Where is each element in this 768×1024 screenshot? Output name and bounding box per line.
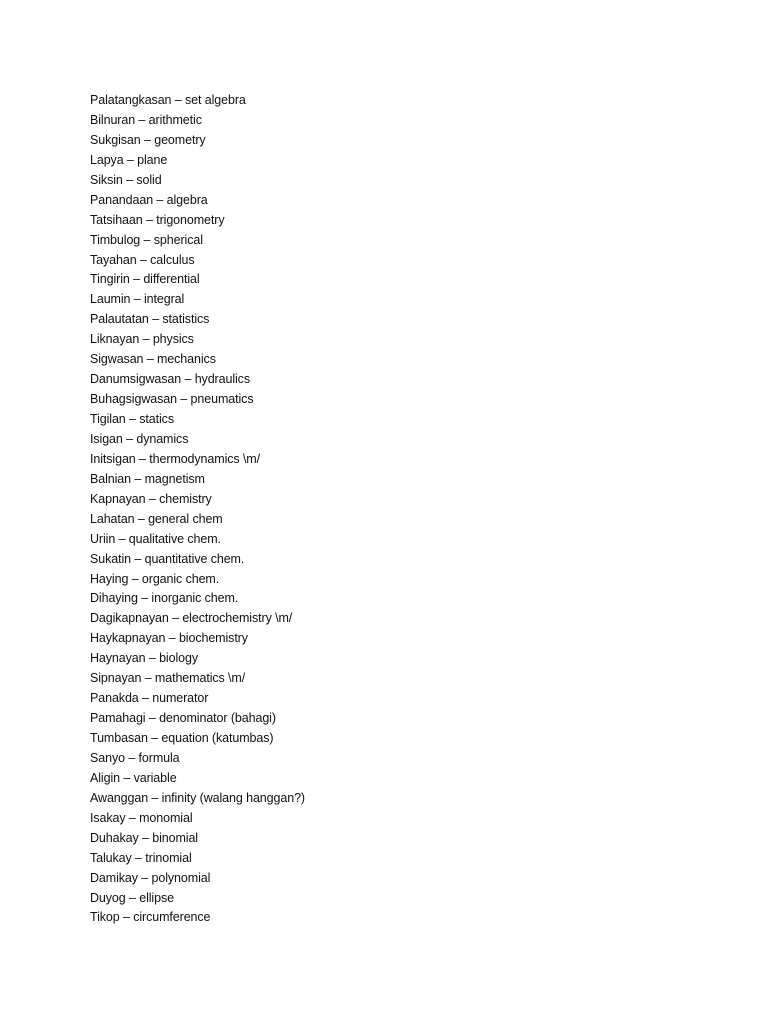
term-line: Timbulog – spherical bbox=[90, 232, 203, 247]
term-line: Kapnayan – chemistry bbox=[90, 491, 212, 506]
term-line: Laumin – integral bbox=[90, 292, 185, 307]
term-line: Danumsigwasan – hydraulics bbox=[90, 372, 250, 387]
term-line: Tayahan – calculus bbox=[90, 252, 195, 267]
term-line: Dagikapnayan – electrochemistry \m/ bbox=[90, 611, 293, 626]
term-line: Siksin – solid bbox=[90, 172, 162, 187]
term-line: Initsigan – thermodynamics \m/ bbox=[90, 451, 260, 466]
term-line: Balnian – magnetism bbox=[90, 471, 205, 486]
term-line: Isakay – monomial bbox=[90, 810, 193, 825]
term-line: Isigan – dynamics bbox=[90, 431, 189, 446]
term-line: Pamahagi – denominator (bahagi) bbox=[90, 711, 276, 726]
term-line: Haynayan – biology bbox=[90, 651, 198, 666]
term-line: Lapya – plane bbox=[90, 152, 168, 167]
term-line: Duyog – ellipse bbox=[90, 890, 174, 905]
term-line: Tumbasan – equation (katumbas) bbox=[90, 731, 274, 745]
term-line: Sipnayan – mathematics \m/ bbox=[90, 671, 246, 686]
term-line: Talukay – trinomial bbox=[90, 850, 192, 865]
term-line: Aligin – variable bbox=[90, 770, 177, 785]
term-line: Panakda – numerator bbox=[90, 691, 209, 706]
term-line: Palautatan – statistics bbox=[90, 312, 210, 327]
term-line: Duhakay – binomial bbox=[90, 830, 198, 845]
term-line: Tingirin – differential bbox=[90, 272, 200, 287]
term-line: Sukgisan – geometry bbox=[90, 132, 206, 147]
term-line: Sukatin – quantitative chem. bbox=[90, 551, 245, 566]
term-line: Dihaying – inorganic chem. bbox=[90, 591, 239, 606]
term-line: Uriin – qualitative chem. bbox=[90, 531, 221, 546]
term-line: Buhagsigwasan – pneumatics bbox=[90, 392, 254, 407]
term-line: Tikop – circumference bbox=[90, 910, 211, 925]
term-list bbox=[90, 91, 305, 928]
term-line: Palatangkasan – set algebra bbox=[90, 93, 246, 107]
term-line: Lahatan – general chem bbox=[90, 511, 223, 526]
term-line: Liknayan – physics bbox=[90, 332, 194, 347]
term-line: Sanyo – formula bbox=[90, 750, 180, 765]
term-line: Tigilan – statics bbox=[90, 412, 174, 426]
term-line: Bilnuran – arithmetic bbox=[90, 112, 202, 127]
term-line: Haykapnayan – biochemistry bbox=[90, 631, 248, 646]
term-line: Damikay – polynomial bbox=[90, 870, 211, 885]
term-line: Sigwasan – mechanics bbox=[90, 352, 216, 367]
term-line: Panandaan – algebra bbox=[90, 192, 208, 207]
term-line: Tatsihaan – trigonometry bbox=[90, 212, 225, 227]
term-line: Awanggan – infinity (walang hanggan?) bbox=[90, 790, 305, 805]
term-line: Haying – organic chem. bbox=[90, 571, 220, 586]
